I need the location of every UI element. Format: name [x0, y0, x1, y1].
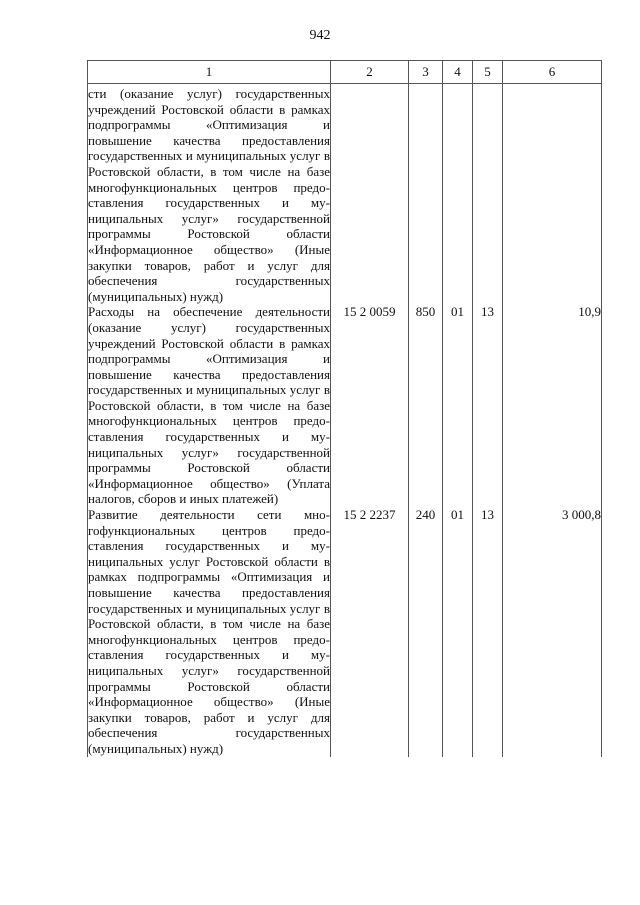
row-description: Развитие деятельности сети многофункциональных центров предоставления государственных и муниципальных услуг Ростовской области в рамках подпрограммы «Оптимизация и повышение качества предоставления государственных и муниципальных услуг в Ростовской области, в том числе на базе многофункциональных центров предоставления государственных и муниципальных услуг» государственной программы Ростовской области «Информационное общество» (Иные закупки товаров, работ и услуг для обеспечения государственных (муниципальных) нужд)	[88, 507, 330, 756]
table-row	[88, 304, 602, 507]
row-kvr: 850	[409, 304, 443, 507]
column-header-kvr: 3	[409, 61, 443, 84]
column-header-rz: 4	[443, 61, 473, 84]
column-header-code: 2	[331, 61, 409, 84]
row-rz: 01	[443, 304, 473, 507]
page-number: 942	[309, 28, 331, 43]
row-code	[331, 84, 409, 305]
table-row	[88, 507, 602, 757]
row-rz: 01	[443, 507, 473, 757]
row-amount: 10,9	[503, 304, 602, 507]
row-amount: 3 000,8	[503, 507, 602, 757]
column-header-description: 1	[88, 61, 331, 84]
column-header-pr: 5	[473, 61, 503, 84]
row-kvr: 240	[409, 507, 443, 757]
row-code: 15 2 0059	[331, 304, 409, 507]
row-rz	[443, 84, 473, 305]
table-row	[88, 84, 602, 305]
row-amount	[503, 84, 602, 305]
column-header-amount: 6	[503, 61, 602, 84]
budget-table	[87, 60, 602, 757]
row-code: 15 2 2237	[331, 507, 409, 757]
row-description: Расходы на обеспечение деятельности (оказание услуг) государственных учреждений Ростовской области в рамках подпрограммы «Оптимизация и повышение качества предоставления государственных и муниципальных услуг в Ростовской области, в том числе на базе многофункциональных центров предоставления государственных и муниципальных услуг» государственной программы Ростовской области «Информационное общество» (Уплата налогов, сборов и иных платежей)	[88, 304, 330, 507]
row-pr: 13	[473, 304, 503, 507]
row-kvr	[409, 84, 443, 305]
table-header-row	[88, 61, 602, 84]
row-pr	[473, 84, 503, 305]
row-description: сти (оказание услуг) государственных учреждений Ростовской области в рамках подпрограммы «Оптимизация и повышение качества предоставления государственных и муниципальных услуг в Ростовской области, в том числе на базе многофункциональных центров предоставления государственных и муниципальных услуг» государственной программы Ростовской области «Информационное общество» (Иные закупки товаров, работ и услуг для обеспечения государственных (муниципальных) нужд)	[88, 84, 331, 305]
row-pr: 13	[473, 507, 503, 757]
